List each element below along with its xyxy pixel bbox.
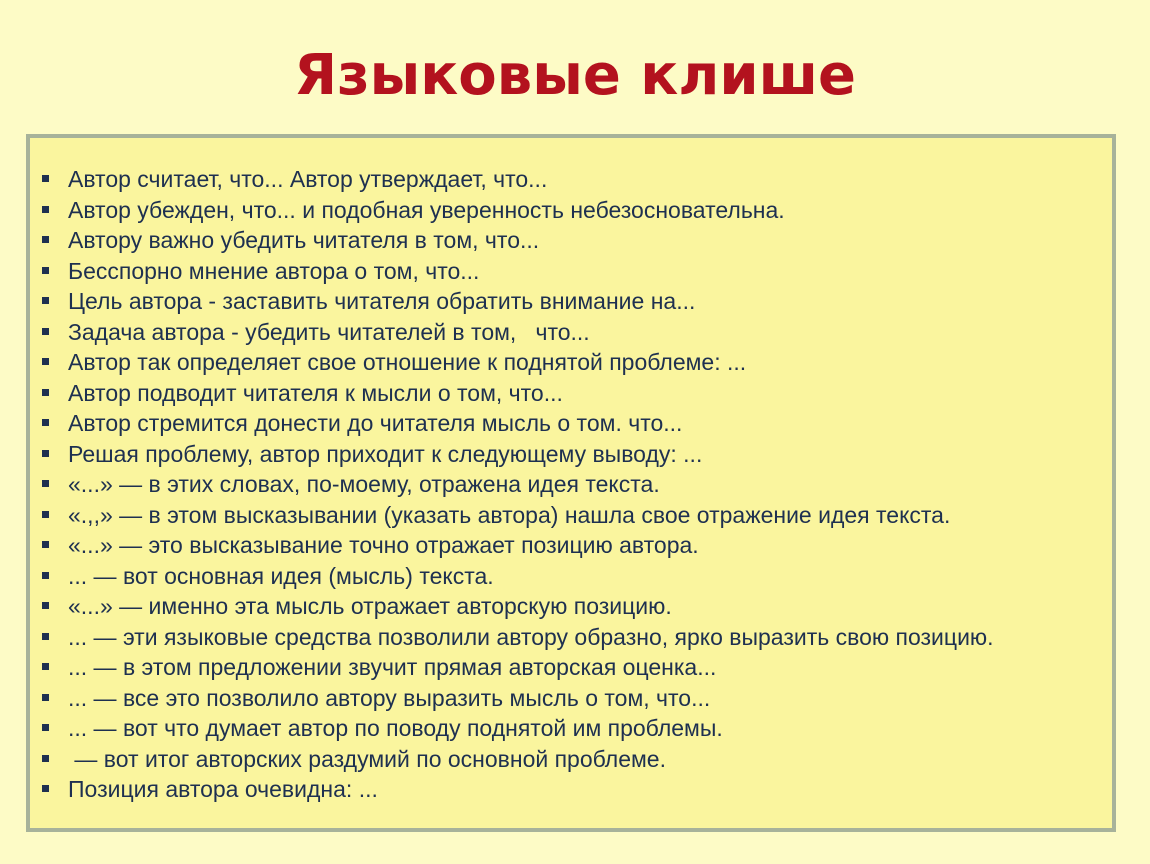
bullet-icon	[42, 389, 49, 396]
list-item	[40, 439, 994, 470]
list-item	[40, 378, 994, 409]
list-item-text: ... — все это позволило автору выразить мысль о том, что...	[68, 684, 711, 711]
list-item	[40, 286, 994, 317]
list-item-text: ... — эти языковые средства позволили автору образно, ярко выразить свою позицию.	[68, 623, 994, 650]
list-item-text: Решая проблему, автор приходит к следующему выводу: ...	[68, 440, 703, 467]
list-item-text: Цель автора - заставить читателя обратить внимание на...	[68, 288, 696, 314]
list-item-text: Автору важно убедить читателя в том, что...	[68, 227, 540, 253]
list-item-text: ... — вот что думает автор по поводу поднятой им проблемы.	[68, 715, 723, 741]
bullet-icon	[42, 724, 49, 731]
list-item	[40, 774, 994, 805]
list-item-text: Позиция автора очевидна: ...	[68, 776, 378, 802]
list-item	[40, 256, 994, 287]
bullet-icon	[42, 785, 49, 792]
bullet-icon	[42, 236, 49, 243]
list-item-text: ... — в этом предложении звучит прямая авторская оценка...	[68, 654, 717, 680]
list-item-text: «.,,» — в этом высказывании (указать автора) нашла свое отражение идея текста.	[68, 501, 951, 528]
list-item-text: «...» — это высказывание точно отражает позицию автора.	[68, 532, 699, 558]
bullet-icon	[42, 297, 49, 304]
list-item	[40, 744, 994, 775]
list-item	[40, 652, 994, 683]
bullet-icon	[42, 755, 49, 762]
page-title: Языковые клише	[293, 43, 857, 108]
list-item	[40, 683, 994, 714]
list-item-text: Автор так определяет свое отношение к поднятой проблеме: ...	[68, 349, 747, 375]
bullet-icon	[42, 694, 49, 701]
list-item	[40, 408, 994, 439]
list-item	[40, 195, 994, 226]
list-item	[40, 591, 994, 622]
list-item-text: Автор убежден, что... и подобная уверенность небезосновательна.	[68, 196, 785, 223]
cliche-list	[40, 164, 994, 805]
bullet-icon	[42, 511, 49, 518]
list-item-text: Автор стремится донести до читателя мысль о том. что...	[68, 410, 683, 436]
bullet-icon	[42, 267, 49, 274]
list-item	[40, 164, 994, 195]
list-item-text: Автор подводит читателя к мысли о том, что...	[68, 379, 563, 406]
bullet-icon	[42, 175, 49, 182]
bullet-icon	[42, 358, 49, 365]
list-item-text: ... — вот основная идея (мысль) текста.	[68, 562, 494, 589]
list-item-text: Автор считает, что... Автор утверждает, что...	[68, 166, 548, 192]
list-item	[40, 317, 994, 348]
bullet-icon	[42, 419, 49, 426]
list-item	[40, 469, 994, 500]
bullet-icon	[42, 633, 49, 640]
list-item-text: Бесспорно мнение автора о том, что...	[68, 257, 480, 284]
list-item	[40, 561, 994, 592]
list-item	[40, 347, 994, 378]
bullet-icon	[42, 572, 49, 579]
bullet-icon	[42, 206, 49, 213]
list-item-text: Задача автора - убедить читателей в том, что...	[68, 318, 590, 345]
bullet-icon	[42, 602, 49, 609]
bullet-icon	[42, 328, 49, 335]
list-item	[40, 225, 994, 256]
list-item	[40, 622, 994, 653]
list-item	[40, 713, 994, 744]
list-item-text: «...» — именно эта мысль отражает авторскую позицию.	[68, 593, 672, 619]
bullet-icon	[42, 480, 49, 487]
bullet-icon	[42, 450, 49, 457]
list-item-text: — вот итог авторских раздумий по основной проблеме.	[68, 745, 666, 772]
list-item	[40, 500, 994, 531]
bullet-icon	[42, 541, 49, 548]
bullet-icon	[42, 663, 49, 670]
list-item	[40, 530, 994, 561]
list-item-text: «...» — в этих словах, по-моему, отражена идея текста.	[68, 471, 660, 497]
cliche-box	[26, 134, 1116, 832]
